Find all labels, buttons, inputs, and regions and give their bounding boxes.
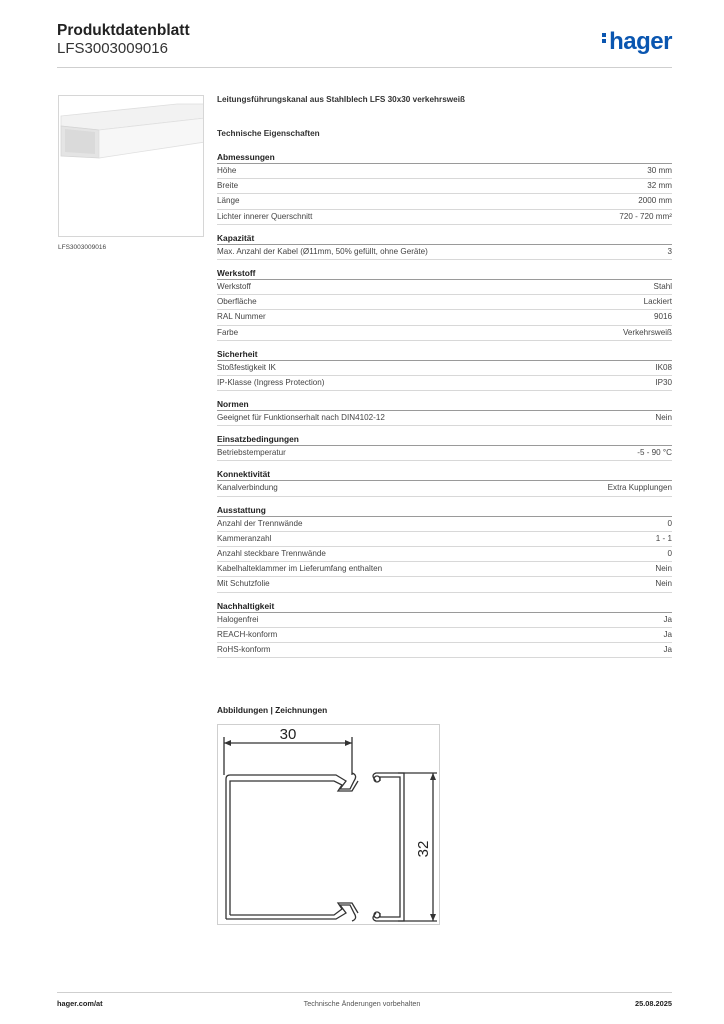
property-label: Anzahl steckbare Trennwände (217, 549, 326, 558)
property-label: Werkstoff (217, 281, 251, 291)
property-value: Lackiert (643, 297, 672, 307)
property-value: Ja (663, 629, 672, 639)
property-row (217, 194, 672, 209)
section (217, 600, 672, 659)
property-label: Kabelhalteklammer im Lieferumfang enthalten (217, 564, 383, 574)
property-label: Länge (217, 196, 240, 206)
section (217, 348, 672, 391)
property-label: Max. Anzahl der Kabel (Ø11mm, 50% gefüllt, ohne Geräte) (217, 246, 428, 256)
property-sections (217, 151, 672, 658)
property-label: Höhe (217, 166, 237, 175)
property-row (217, 446, 672, 461)
footer-website[interactable]: hager.com/at (57, 999, 103, 1008)
property-row (217, 164, 672, 179)
property-value: Nein (655, 413, 672, 423)
property-label: Stoßfestigkeit IK (217, 362, 276, 372)
footer-date: 25.08.2025 (635, 999, 672, 1008)
property-row (217, 517, 672, 532)
property-row (217, 361, 672, 376)
property-value: Stahl (653, 281, 672, 291)
property-row (217, 562, 672, 577)
property-label: Geeignet für Funktionserhalt nach DIN4102-12 (217, 413, 385, 423)
technical-drawing (217, 724, 440, 925)
property-value: Extra Kupplungen (607, 483, 672, 493)
property-value: 30 mm (647, 166, 672, 175)
property-label: Oberfläche (217, 297, 257, 307)
section-heading: Nachhaltigkeit (217, 600, 672, 613)
property-value: IK08 (655, 362, 672, 372)
section (217, 232, 672, 260)
section-heading: Sicherheit (217, 348, 672, 361)
figures-heading: Abbildungen | Zeichnungen (217, 705, 328, 715)
property-value: 2000 mm (638, 196, 672, 206)
property-label: Farbe (217, 327, 239, 337)
section (217, 151, 672, 225)
property-label: Anzahl der Trennwände (217, 518, 303, 528)
property-label: Lichter innerer Querschnitt (217, 211, 313, 221)
property-row (217, 295, 672, 310)
property-row (217, 481, 672, 496)
footer-notice: Technische Änderungen vorbehalten (303, 999, 421, 1008)
width-dimension-label: 30 (279, 726, 297, 743)
section (217, 504, 672, 593)
property-row (217, 532, 672, 547)
property-row (217, 376, 672, 391)
section-heading: Konnektivität (217, 468, 672, 481)
property-value: Ja (663, 614, 672, 624)
property-label: IP-Klasse (Ingress Protection) (217, 377, 325, 387)
section-heading: Abmessungen (217, 151, 672, 164)
property-label: RoHS-konform (217, 644, 271, 654)
property-value: -5 - 90 °C (637, 448, 672, 458)
property-value: IP30 (655, 377, 672, 387)
section (217, 433, 672, 461)
section-heading: Ausstattung (217, 504, 672, 517)
property-label: RAL Nummer (217, 312, 266, 322)
section-heading: Werkstoff (217, 267, 672, 280)
property-value: Verkehrsweiß (622, 327, 672, 337)
property-row (217, 245, 672, 260)
property-row (217, 179, 672, 194)
hager-logo (602, 28, 672, 56)
section-heading: Kapazität (217, 232, 672, 245)
property-value: 0 (667, 518, 672, 528)
section (217, 398, 672, 426)
property-label: REACH-konform (217, 629, 278, 639)
technical-properties-heading: Technische Eigenschaften (217, 129, 320, 138)
property-row (217, 628, 672, 643)
cross-section-drawing (218, 725, 439, 924)
section (217, 267, 672, 341)
section-heading: Einsatzbedingungen (217, 433, 672, 446)
property-value: 32 mm (647, 181, 672, 191)
property-value: Ja (663, 644, 672, 654)
property-label: Breite (217, 181, 239, 191)
section-heading: Normen (217, 398, 672, 411)
property-value: Nein (655, 579, 672, 589)
property-row (217, 310, 672, 325)
header-divider (57, 67, 672, 68)
page-title: Produktdatenblatt (57, 22, 190, 39)
cable-duct-illustration (59, 96, 204, 237)
property-row (217, 411, 672, 426)
property-row (217, 280, 672, 295)
property-label: Kammeranzahl (217, 533, 272, 543)
logo-dots-icon (602, 31, 607, 45)
logo-text: hager (609, 28, 672, 55)
property-row (217, 613, 672, 628)
property-label: Halogenfrei (217, 614, 259, 624)
property-row (217, 326, 672, 341)
property-value: Nein (655, 564, 672, 574)
product-name: Leitungsführungskanal aus Stahlblech LFS 30x30 verkehrsweiß (217, 95, 465, 104)
property-value: 1 - 1 (655, 533, 672, 543)
article-number: LFS3003009016 (57, 40, 168, 57)
footer-divider (57, 992, 672, 993)
property-value: 0 (667, 549, 672, 558)
property-label: Mit Schutzfolie (217, 579, 270, 589)
product-image (58, 95, 204, 237)
height-dimension-label: 32 (415, 840, 432, 858)
property-label: Kanalverbindung (217, 483, 278, 493)
property-label: Betriebstemperatur (217, 448, 286, 458)
property-row (217, 210, 672, 225)
product-image-caption: LFS3003009016 (58, 244, 107, 251)
property-value: 3 (667, 246, 672, 256)
property-value: 9016 (653, 312, 672, 322)
property-row (217, 643, 672, 658)
section (217, 468, 672, 496)
property-value: 720 - 720 mm² (619, 211, 672, 221)
properties-column (217, 95, 672, 665)
property-row (217, 547, 672, 562)
property-row (217, 577, 672, 592)
